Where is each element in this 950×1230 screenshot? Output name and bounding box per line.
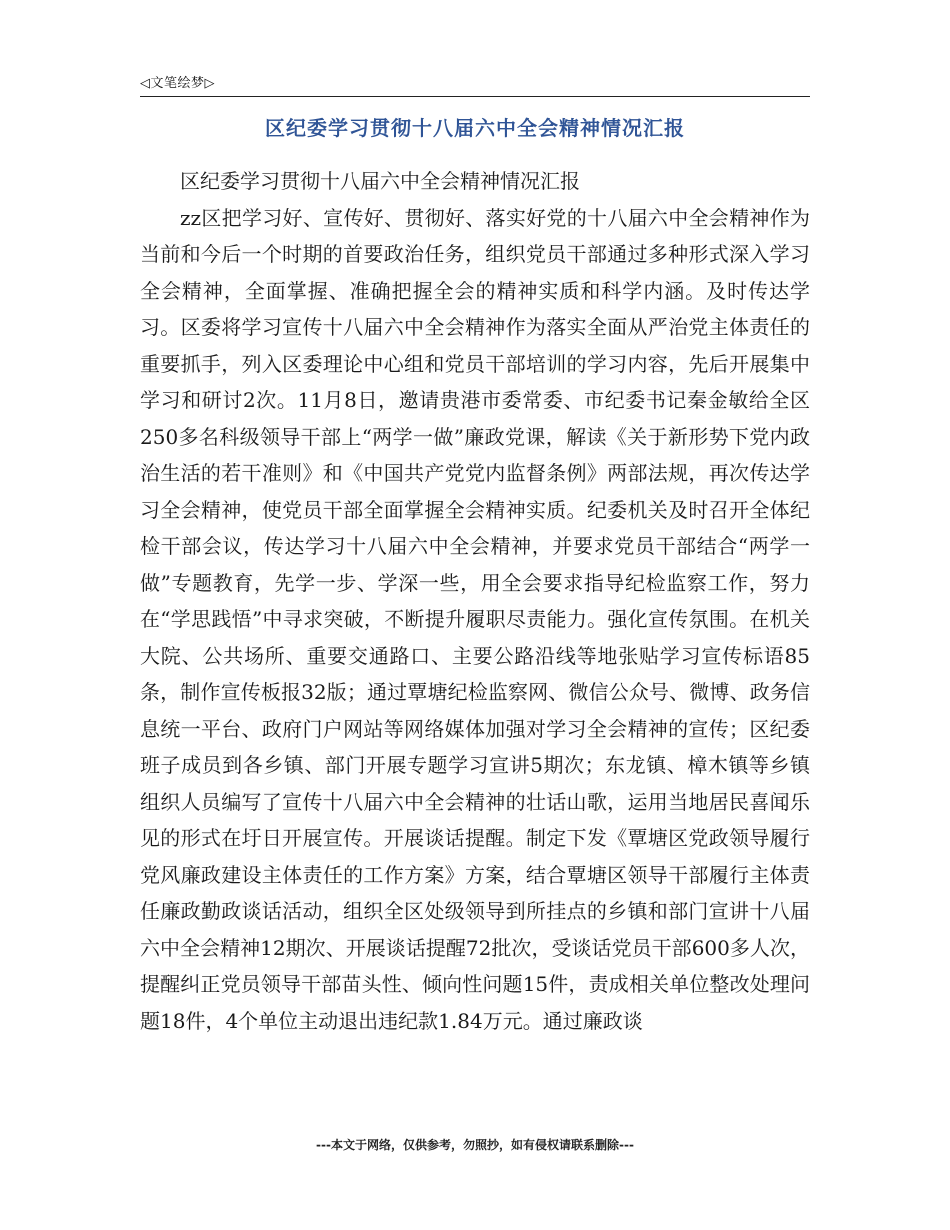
- document-body: [140, 163, 810, 1039]
- body-paragraph-subtitle: 区纪委学习贯彻十八届六中全会精神情况汇报: [180, 169, 580, 193]
- body-paragraph-main: zz区把学习好、宣传好、贯彻好、落实好党的十八届六中全会精神作为当前和今后一个时期的首要政治任务，组织党员干部通过多种形式深入学习全会精神，全面掌握、准确把握全会的精神实质和科学内涵。及时传达学习。区委将学习宣传十八届六中全会精神作为落实全面从严治党主体责任的重要抓手，列入区委理论中心组和党员干部培训的学习内容，先后开展集中学习和研讨2次。11月8日，邀请贵港市委常委、市纪委书记秦金敏给全区250多名科级领导干部上“两学一做”廉政党课，解读《关于新形势下党内政治生活的若干准则》和《中国共产党党内监督条例》两部法规，再次传达学习全会精神，使党员干部全面掌握全会精神实质。纪委机关及时召开全体纪检干部会议，传达学习十八届六中全会精神，并要求党员干部结合“两学一做”专题教育，先学一步、学深一些，用全会要求指导纪检监察工作，努力在“学思践悟”中寻求突破，不断提升履职尽责能力。强化宣传氛围。在机关大院、公共场所、重要交通路口、主要公路沿线等地张贴学习宣传标语85条，制作宣传板报32版；通过覃塘纪检监察网、微信公众号、微博、政务信息统一平台、政府门户网站等网络媒体加强对学习全会精神的宣传；区纪委班子成员到各乡镇、部门开展专题学习宣讲5期次；东龙镇、樟木镇等乡镇组织人员编写了宣传十八届六中全会精神的壮话山歌，运用当地居民喜闻乐见的形式在圩日开展宣传。开展谈话提醒。制定下发《覃塘区党政领导履行党风廉政建设主体责任的工作方案》方案，结合覃塘区领导干部履行主体责任廉政勤政谈话活动，组织全区处级领导到所挂点的乡镇和部门宣讲十八届六中全会精神12期次、开展谈话提醒72批次，受谈话党员干部600多人次，提醒纠正党员领导干部苗头性、倾向性问题15件，责成相关单位整改处理问题18件，4个单位主动退出违纪款1.84万元。通过廉政谈: [140, 205, 810, 1033]
- header-brand-logo: ◁文笔绘梦▷: [140, 76, 215, 91]
- page-footer-disclaimer: ---本文于网络，仅供参考，勿照抄，如有侵权请联系删除---: [316, 1138, 634, 1152]
- document-title: 区纪委学习贯彻十八届六中全会精神情况汇报: [265, 116, 685, 140]
- page-header: [140, 70, 810, 97]
